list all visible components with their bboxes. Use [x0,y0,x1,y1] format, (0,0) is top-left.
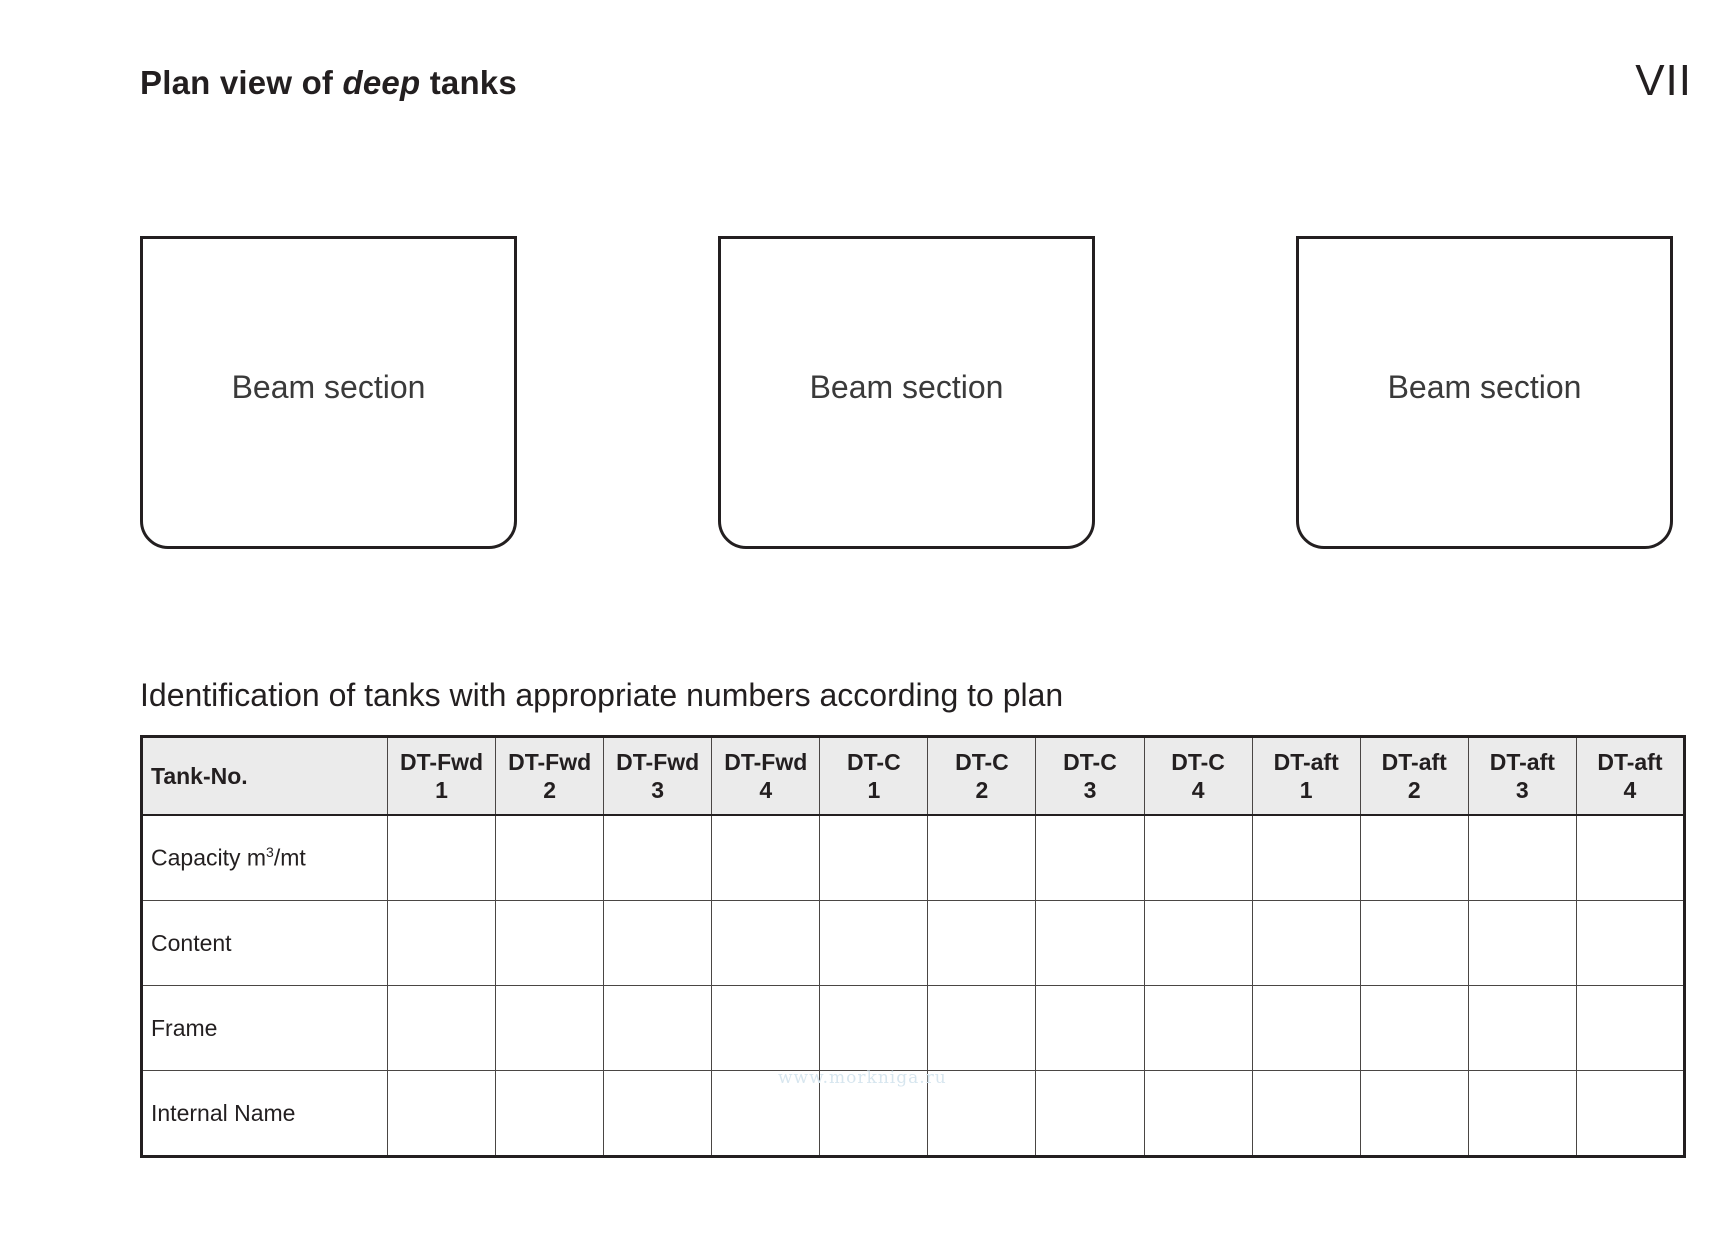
title-text-before: Plan view of [140,64,343,101]
table-cell[interactable] [1576,901,1684,986]
table-cell[interactable] [712,815,820,901]
beam-section-box-3 [1296,236,1673,549]
beam-section-box-2 [718,236,1095,549]
row-header-cell: Tank-No. [142,737,388,816]
table-cell[interactable] [604,815,712,901]
column-header-dt-aft-2: DT-aft 2 [1360,737,1468,816]
table-cell[interactable] [1360,901,1468,986]
table-cell[interactable] [1144,986,1252,1071]
table-cell[interactable] [820,815,928,901]
column-header-dt-fwd-4: DT-Fwd 4 [712,737,820,816]
table-cell[interactable] [1468,815,1576,901]
column-header-dt-aft-3: DT-aft 3 [1468,737,1576,816]
beam-section-label: Beam section [1387,369,1582,405]
beam-section-box-1 [140,236,517,549]
table-row-frame [142,986,1685,1071]
row-label-internal-name: Internal Name [142,1071,388,1157]
column-header-dt-c-1: DT-C 1 [820,737,928,816]
column-header-dt-aft-1: DT-aft 1 [1252,737,1360,816]
table-cell[interactable] [1360,1071,1468,1157]
table-cell[interactable] [1036,815,1144,901]
table-cell[interactable] [1360,986,1468,1071]
column-header-dt-fwd-1: DT-Fwd 1 [388,737,496,816]
table-cell[interactable] [1036,1071,1144,1157]
table-cell[interactable] [1360,815,1468,901]
table-row-content [142,901,1685,986]
table-cell[interactable] [928,986,1036,1071]
table-cell[interactable] [1468,901,1576,986]
title-text-after: tanks [420,64,517,101]
title-text-emphasis: deep [342,64,421,101]
beam-section-label: Beam section [809,369,1004,405]
row-label-content: Content [142,901,388,986]
table-cell[interactable] [496,986,604,1071]
column-header-dt-c-3: DT-C 3 [1036,737,1144,816]
table-cell[interactable] [496,901,604,986]
page-number: VII [1635,56,1692,105]
table-cell[interactable] [820,901,928,986]
table-cell[interactable] [1144,901,1252,986]
table-cell[interactable] [388,901,496,986]
table-cell[interactable] [1576,815,1684,901]
table-cell[interactable] [928,901,1036,986]
column-header-dt-aft-4: DT-aft 4 [1576,737,1684,816]
table-cell[interactable] [1468,1071,1576,1157]
table-cell[interactable] [1252,815,1360,901]
table-cell[interactable] [604,986,712,1071]
table-cell[interactable] [820,986,928,1071]
watermark-text: www.morkniga.ru [778,1068,947,1088]
table-cell[interactable] [1144,815,1252,901]
table-row-capacity [142,815,1685,901]
table-cell[interactable] [1036,986,1144,1071]
table-cell[interactable] [928,815,1036,901]
table-header-row [142,737,1685,816]
table-cell[interactable] [1576,1071,1684,1157]
column-header-dt-c-4: DT-C 4 [1144,737,1252,816]
table-cell[interactable] [1144,1071,1252,1157]
row-label-capacity: Capacity $m^3/mt$ [142,815,388,901]
table-cell[interactable] [712,986,820,1071]
column-header-dt-c-2: DT-C 2 [928,737,1036,816]
table-cell[interactable] [1036,901,1144,986]
table-cell[interactable] [496,1071,604,1157]
table-cell[interactable] [388,1071,496,1157]
table-cell[interactable] [388,815,496,901]
identification-heading: Identification of tanks with appropriate numbers according to plan [140,677,1064,713]
column-header-dt-fwd-2: DT-Fwd 2 [496,737,604,816]
column-header-dt-fwd-3: DT-Fwd 3 [604,737,712,816]
page-title [140,64,517,102]
table-cell[interactable] [1468,986,1576,1071]
table-cell[interactable] [604,1071,712,1157]
tank-identification-table [140,735,1686,1158]
table-cell[interactable] [1252,986,1360,1071]
table-cell[interactable] [1576,986,1684,1071]
table-cell[interactable] [1252,901,1360,986]
table-cell[interactable] [388,986,496,1071]
table-cell[interactable] [1252,1071,1360,1157]
row-label-frame: Frame [142,986,388,1071]
table-cell[interactable] [712,901,820,986]
beam-section-label: Beam section [231,369,426,405]
table-cell[interactable] [496,815,604,901]
table-cell[interactable] [604,901,712,986]
